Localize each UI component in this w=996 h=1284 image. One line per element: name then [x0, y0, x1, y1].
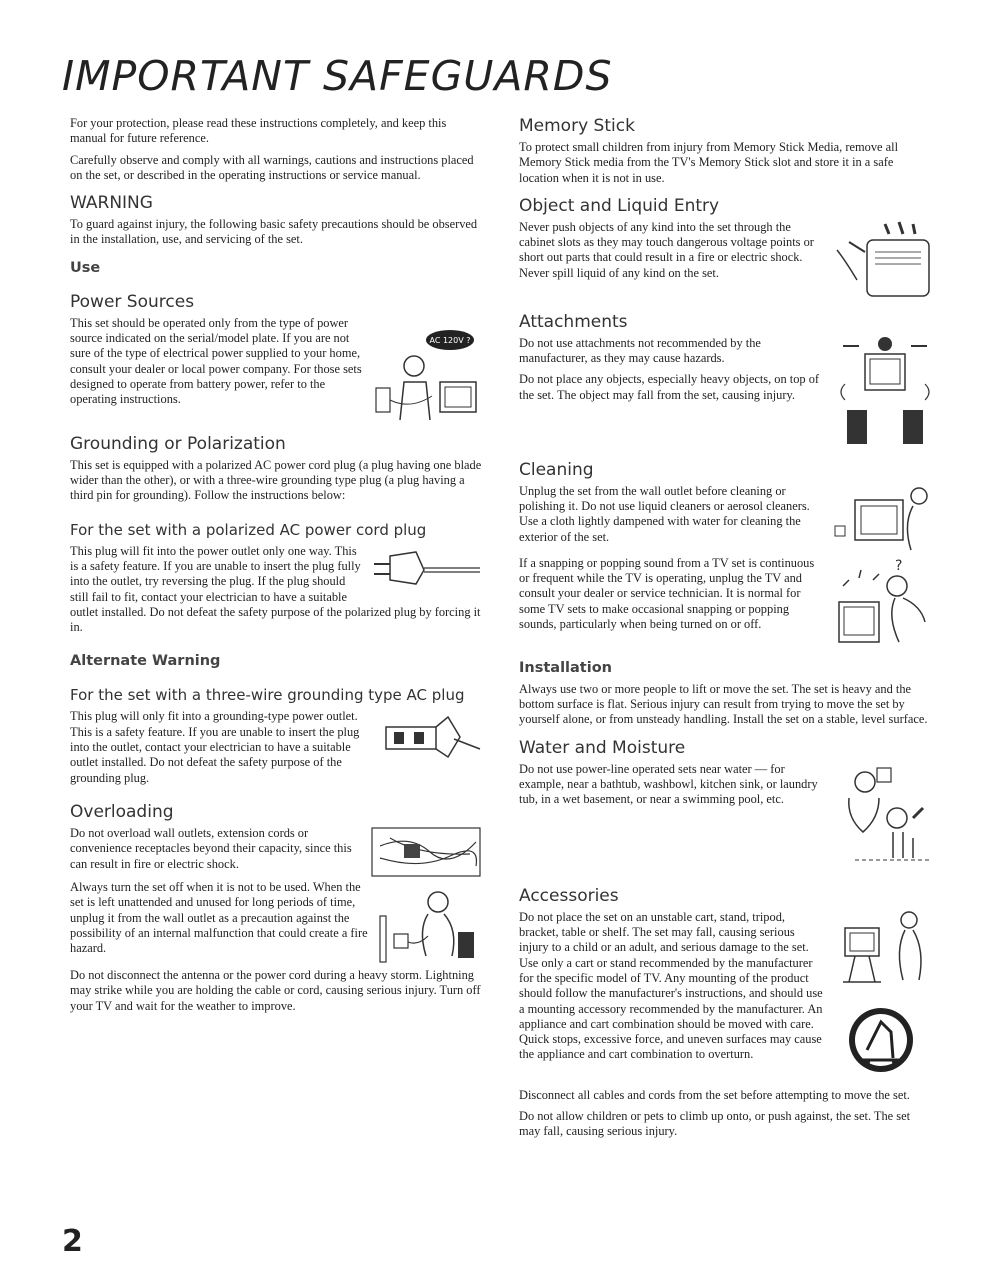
warning-heading: WARNING	[70, 193, 153, 214]
warning-text: To guard against injury, the following basic safety precautions should be observed in the installation, use, and servicing of the set.	[70, 217, 478, 247]
popping-sound-illustration	[833, 556, 933, 646]
object-liquid-section	[519, 220, 933, 302]
intro-paragraph: Carefully observe and comply with all warnings, cautions and instructions placed on the set, or described in the operating instructions or service manual.	[70, 152, 474, 182]
alternate-warning-heading: Alternate Warning	[70, 653, 221, 670]
svg-text:?: ?	[895, 557, 903, 574]
power-sources-heading: Power Sources	[70, 291, 195, 312]
power-sources-section	[70, 282, 482, 424]
right-column	[519, 116, 933, 1146]
storm-paragraph: Do not disconnect the antenna or the power cord during a heavy storm. Lightning may strike while you are holding the cable or cord, causing serious injury. Turn off your TV and wait for the weather to improve.	[70, 967, 481, 1013]
unplug-section	[70, 880, 482, 968]
intro-paragraph: For your protection, please read these instructions completely, and keep this manual for future reference.	[70, 116, 447, 146]
cleaning-illustration	[833, 484, 933, 554]
installation-heading: Installation	[519, 659, 612, 676]
overloading-section	[70, 826, 482, 880]
water-moisture-heading: Water and Moisture	[519, 737, 686, 758]
power-sources-illustration	[370, 330, 482, 422]
grounding-heading: Grounding or Polarization	[70, 433, 286, 454]
cleaning-heading: Cleaning	[519, 459, 594, 480]
object-liquid-heading: Object and Liquid Entry	[519, 195, 720, 216]
children-pets-paragraph: Do not allow children or pets to climb up onto, or push against, the set. The set may fall, causing serious injury.	[519, 1109, 911, 1139]
power-sources-text: This set should be operated only from the type of power source indicated on the serial/model plate. If you are not sure of the type of electrical power supplied to your home, consult your dealer or local power company. For those sets designed to operate from battery power, refer to the operating instructions.	[70, 315, 362, 407]
overloading-heading: Overloading	[70, 801, 174, 822]
polarized-plug-section	[70, 510, 482, 642]
unplug-illustration	[378, 886, 482, 966]
accessories-section	[519, 910, 933, 1088]
water-moisture-text: Do not use power-line operated sets near water — for example, near a bathtub, washbowl, kitchen sink, or laundry tub, in a wet basement, or near a swimming pool, etc.	[519, 761, 818, 807]
use-heading: Use	[70, 259, 101, 276]
memory-stick-heading: Memory Stick	[519, 116, 635, 136]
page-number: 2	[62, 1224, 83, 1259]
object-liquid-text: Never push objects of any kind into the set through the cabinet slots as they may touch dangerous voltage points or short out parts that could result in a fire or electric shock. Never spill liquid of any kind on the set.	[519, 219, 814, 280]
water-moisture-section	[519, 762, 933, 868]
voltage-badge: AC 120V ?	[429, 335, 471, 345]
three-wire-plug-text: This plug will only fit into a grounding-type power outlet. This is a safety feature. If you are unable to insert the plug into the outlet, contact your electrician to have a suitable outlet installed. Do not defeat the safety purpose of the grounding plug.	[70, 709, 360, 785]
liquid-spill-illustration	[835, 220, 933, 300]
popping-sound-section	[519, 556, 933, 648]
cleaning-paragraph: Unplug the set from the wall outlet before cleaning or polishing it. Do not use liquid cleaners or aerosol cleaners. Use a cloth lightly dampened with water for cleaning the exterior of the set.	[519, 483, 810, 544]
accessories-paragraph: Do not place the set on an unstable cart, stand, tripod, bracket, table or shelf. The set may fall, causing serious injury to a child or an adult, and serious damage to the set. Use only a cart or stand recommended by the manufacturer for the specific model of TV. Any mounting of the product should follow the manufacturer's instructions, and should use a mounting accessory recommended by the manufacturer. An appliance and cart combination should be moved with care. Quick stops, excessive force, and uneven surfaces may cause the appliance and cart combination to overturn.	[519, 909, 823, 1062]
installation-text: Always use two or more people to lift or move the set. The set is heavy and the bottom surface is flat. Serious injury can result from trying to move the set by yourself alone, or from unsteady handling. Install the set on a stable, level surface.	[519, 681, 928, 727]
memory-stick-text: To protect small children from injury from Memory Stick Media, remove all Memory Stick media from the TV's Memory Stick slot and store it in a safe location when it is not in use.	[519, 140, 899, 185]
three-wire-plug-illustration	[382, 709, 482, 765]
grounding-text: This set is equipped with a polarized AC power cord plug (a plug having one blade wider than the other), or with a three-wire grounding type plug (a plug having a third pin for grounding). Follow the instructions below:	[70, 457, 482, 503]
accessories-illustration	[833, 910, 933, 1086]
disconnect-cables-paragraph: Disconnect all cables and cords from the set before attempting to move the set.	[519, 1087, 910, 1102]
polarized-plug-text: This plug will fit into the power outlet only one way. This is a safety feature. If you are unable to insert the plug fully into the outlet, try reversing the plug. If the plug should still fail to fit, contact your electrician to have a suitable outlet installed. Do not defeat the safety purpose of the polarized plug by forcing it in.	[70, 543, 481, 635]
attachments-illustration	[837, 336, 933, 448]
polarized-plug-heading: For the set with a polarized AC power cord plug	[70, 520, 427, 539]
accessories-heading: Accessories	[519, 885, 619, 906]
attachments-section	[519, 336, 933, 450]
left-column	[70, 116, 482, 1020]
page-title: IMPORTANT SAFEGUARDS	[62, 52, 613, 100]
polarized-plug-illustration	[370, 544, 482, 588]
three-wire-plug-heading: For the set with a three-wire grounding type AC plug	[70, 686, 465, 705]
cleaning-section	[519, 484, 933, 556]
overloading-paragraph: Do not overload wall outlets, extension cords or convenience receptacles beyond their capacity, since this can result in fire or electric shock.	[70, 825, 352, 871]
attachments-paragraph: Do not place any objects, especially heavy objects, on top of the set. The object may fall from the set, causing injury.	[519, 372, 820, 402]
popping-sound-paragraph: If a snapping or popping sound from a TV set is continuous or frequent while the TV is operating, unplug the TV and consult your dealer or service technician. It is normal for some TV sets to make occasional snapping or popping sounds, particularly when being turned on or off.	[519, 555, 815, 632]
overloaded-outlet-illustration	[370, 826, 482, 878]
three-wire-plug-section	[70, 675, 482, 791]
attachments-heading: Attachments	[519, 311, 628, 332]
unplug-paragraph: Always turn the set off when it is not to be used. When the set is left unattended and unused for long periods of time, unplug it from the wall outlet as a precaution against the possibility of an internal malfunction that could create a fire hazard.	[70, 879, 368, 956]
attachments-paragraph: Do not use attachments not recommended by the manufacturer, as they may cause hazards.	[519, 335, 761, 366]
water-moisture-illustration	[833, 762, 933, 866]
